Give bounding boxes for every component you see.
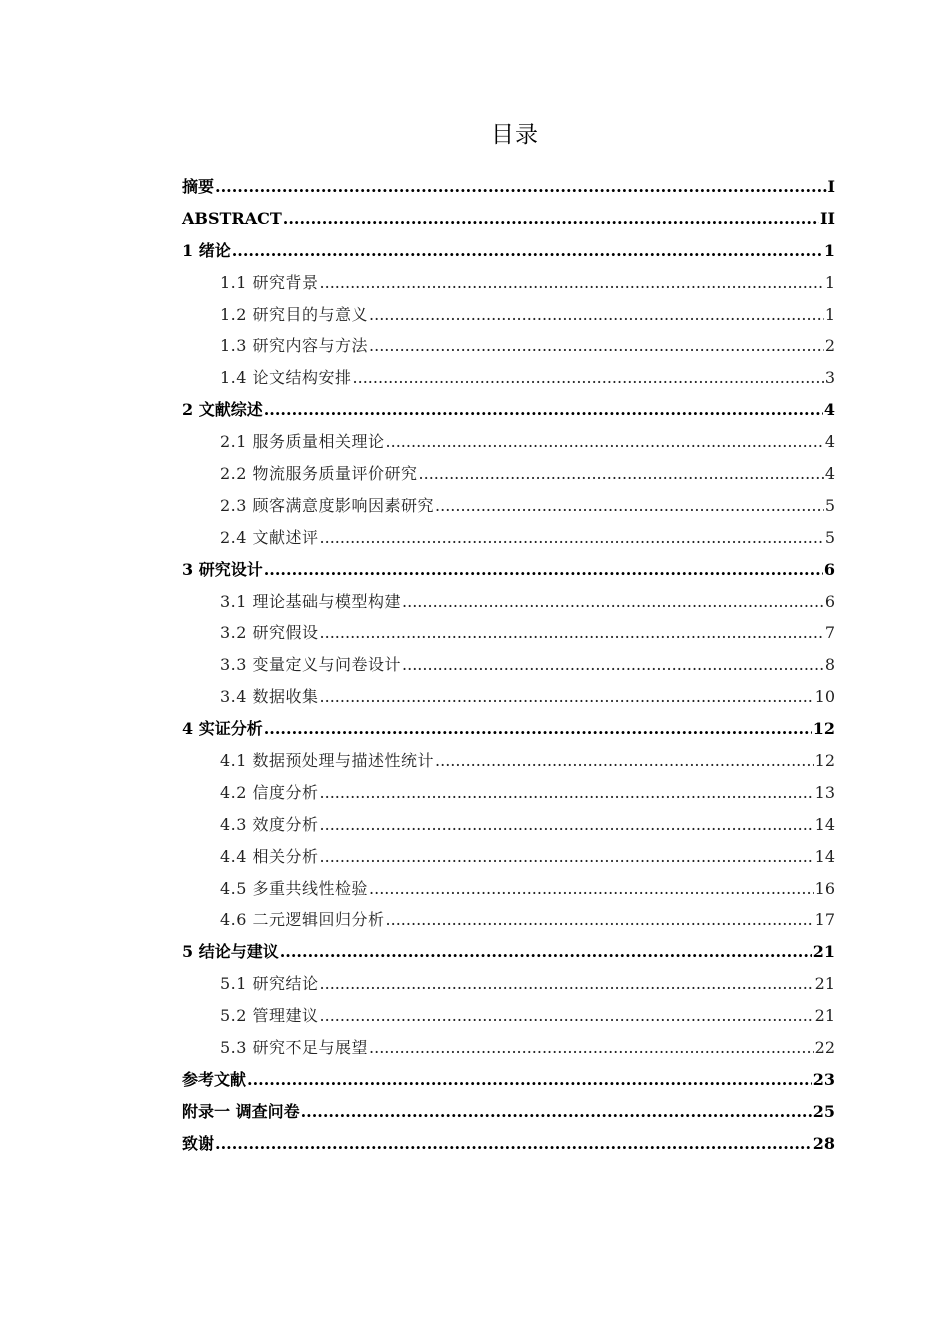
toc-page-number: 1 — [823, 240, 835, 260]
toc-entry[interactable] — [182, 1096, 835, 1128]
toc-entry-label: 5.3 研究不足与展望 — [220, 1038, 369, 1058]
toc-entry-label: 4.3 效度分析 — [220, 814, 319, 834]
toc-page-number: 25 — [812, 1101, 835, 1121]
dot-leader — [280, 936, 812, 968]
toc-entry-label: 5.1 研究结论 — [220, 974, 319, 994]
toc-entry[interactable] — [182, 171, 835, 203]
toc-page-number: 23 — [812, 1069, 835, 1089]
toc-entry-label: 4.2 信度分析 — [220, 782, 319, 802]
toc-entry-label: 附录一 调查问卷 — [182, 1101, 300, 1121]
toc-page-number: 6 — [824, 591, 835, 611]
toc-page-number: 12 — [814, 751, 835, 771]
toc-entry[interactable] — [182, 904, 835, 936]
toc-page-number: 28 — [812, 1133, 835, 1153]
dot-leader — [320, 841, 814, 873]
dot-leader — [435, 490, 824, 522]
dot-leader — [435, 745, 814, 777]
toc-page-number: 21 — [814, 974, 835, 994]
toc-entry-label: 摘要 — [182, 177, 215, 196]
dot-leader — [320, 267, 824, 299]
table-of-contents — [182, 171, 835, 1160]
toc-entry[interactable] — [182, 330, 835, 362]
toc-entry[interactable] — [182, 681, 835, 713]
toc-entry-label: 1.2 研究目的与意义 — [220, 304, 369, 324]
toc-entry[interactable] — [182, 586, 835, 618]
toc-page-number: 16 — [814, 878, 835, 898]
dot-leader — [264, 554, 823, 586]
toc-page-number: 1 — [824, 304, 835, 324]
dot-leader — [264, 713, 812, 745]
toc-entry[interactable] — [182, 426, 835, 458]
toc-entry[interactable] — [182, 522, 835, 554]
toc-entry[interactable] — [182, 267, 835, 299]
dot-leader — [402, 586, 824, 618]
dot-leader — [247, 1064, 812, 1096]
dot-leader — [301, 1096, 812, 1128]
toc-entry[interactable] — [182, 203, 835, 235]
dot-leader — [320, 1000, 814, 1032]
toc-page-number: 5 — [824, 495, 835, 515]
toc-entry[interactable] — [182, 1000, 835, 1032]
dot-leader — [320, 681, 814, 713]
toc-page-number: 14 — [814, 814, 835, 834]
dot-leader — [369, 330, 824, 362]
toc-entry-label: 4.6 二元逻辑回归分析 — [220, 910, 385, 930]
toc-page-number: 7 — [824, 623, 835, 643]
toc-entry-label: 2.2 物流服务质量评价研究 — [220, 464, 418, 484]
toc-page-number: 2 — [824, 336, 835, 356]
toc-entry-label: 2.3 顾客满意度影响因素研究 — [220, 495, 435, 515]
toc-entry-label: 5.2 管理建议 — [220, 1006, 319, 1026]
dot-leader — [232, 235, 823, 267]
toc-page-number: 6 — [823, 559, 835, 579]
toc-entry-label: 4 实证分析 — [182, 719, 263, 739]
toc-entry-label: 3.2 研究假设 — [220, 623, 319, 643]
toc-page-number: 13 — [814, 782, 835, 802]
toc-entry-label: 3 研究设计 — [182, 559, 263, 579]
dot-leader — [320, 522, 824, 554]
toc-entry[interactable] — [182, 235, 835, 267]
page-title: 目录 — [491, 122, 539, 148]
toc-entry-label: 2.4 文献述评 — [220, 527, 319, 547]
toc-entry[interactable] — [182, 362, 835, 394]
toc-entry[interactable] — [182, 713, 835, 745]
toc-entry[interactable] — [182, 458, 835, 490]
dot-leader — [369, 873, 814, 905]
toc-entry[interactable] — [182, 809, 835, 841]
toc-entry[interactable] — [182, 299, 835, 331]
toc-entry[interactable] — [182, 617, 835, 649]
toc-entry[interactable] — [182, 936, 835, 968]
dot-leader — [369, 1032, 814, 1064]
dot-leader — [283, 203, 819, 235]
toc-entry-label: 2 文献综述 — [182, 400, 263, 420]
toc-entry[interactable] — [182, 1064, 835, 1096]
toc-entry-label: 3.1 理论基础与模型构建 — [220, 591, 402, 611]
dot-leader — [215, 171, 827, 203]
toc-entry-label: 4.1 数据预处理与描述性统计 — [220, 751, 435, 771]
toc-entry[interactable] — [182, 841, 835, 873]
dot-leader — [320, 777, 814, 809]
toc-entry-label: 5 结论与建议 — [182, 942, 279, 962]
toc-page-number: II — [820, 208, 835, 228]
toc-entry[interactable] — [182, 1128, 835, 1160]
toc-entry[interactable] — [182, 745, 835, 777]
toc-entry[interactable] — [182, 968, 835, 1000]
dot-leader — [264, 394, 823, 426]
dot-leader — [369, 299, 824, 331]
dot-leader — [402, 649, 824, 681]
toc-entry-label: 1.3 研究内容与方法 — [220, 336, 369, 356]
dot-leader — [386, 904, 814, 936]
toc-entry-label: 致谢 — [182, 1133, 215, 1153]
toc-entry[interactable] — [182, 649, 835, 681]
toc-entry-label: 3.3 变量定义与问卷设计 — [220, 655, 402, 675]
toc-entry-label: 1 绪论 — [182, 240, 231, 260]
toc-entry[interactable] — [182, 777, 835, 809]
toc-page-number: 21 — [814, 1006, 835, 1026]
toc-page-number: 10 — [814, 687, 835, 707]
toc-entry[interactable] — [182, 1032, 835, 1064]
toc-page-number: 8 — [824, 655, 835, 675]
toc-page-number: 21 — [812, 942, 835, 962]
toc-page-number: 4 — [824, 432, 835, 452]
toc-page-number: 12 — [812, 719, 835, 739]
toc-page-number: 1 — [824, 272, 835, 292]
toc-entry-label: 参考文献 — [182, 1069, 247, 1089]
dot-leader — [320, 617, 824, 649]
toc-page-number: 22 — [814, 1038, 835, 1058]
dot-leader — [215, 1128, 812, 1160]
toc-entry[interactable] — [182, 873, 835, 905]
toc-page-number: 3 — [824, 368, 835, 388]
toc-page-number: 4 — [823, 400, 835, 420]
toc-entry[interactable] — [182, 490, 835, 522]
toc-page-number: 5 — [824, 527, 835, 547]
dot-leader — [419, 458, 824, 490]
dot-leader — [353, 362, 824, 394]
toc-entry[interactable] — [182, 554, 835, 586]
dot-leader — [320, 968, 814, 1000]
toc-entry-label: ABSTRACT — [182, 208, 282, 228]
dot-leader — [386, 426, 824, 458]
toc-entry[interactable] — [182, 394, 835, 426]
toc-page-number: 17 — [814, 910, 835, 930]
toc-page-number: 4 — [824, 464, 835, 484]
toc-entry-label: 4.4 相关分析 — [220, 846, 319, 866]
toc-entry-label: 2.1 服务质量相关理论 — [220, 432, 385, 452]
toc-entry-label: 4.5 多重共线性检验 — [220, 878, 369, 898]
dot-leader — [320, 809, 814, 841]
toc-page-number: I — [827, 177, 835, 196]
toc-entry-label: 3.4 数据收集 — [220, 687, 319, 707]
toc-entry-label: 1.4 论文结构安排 — [220, 368, 352, 388]
toc-page-number: 14 — [814, 846, 835, 866]
toc-entry-label: 1.1 研究背景 — [220, 272, 319, 292]
